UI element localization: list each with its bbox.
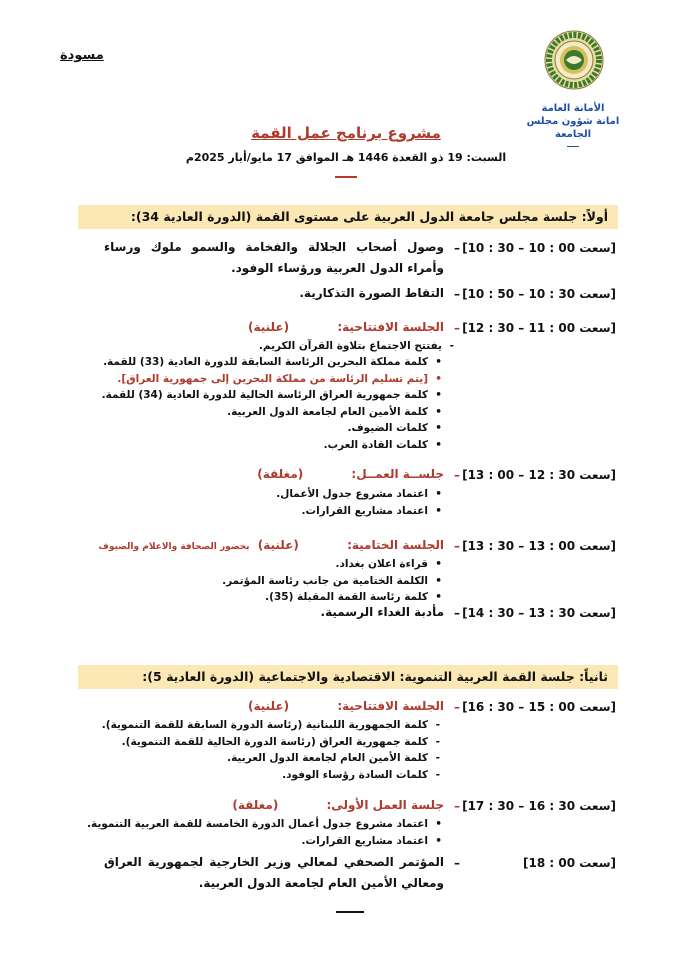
session-name: الجلسة الافتتاحية:	[337, 320, 444, 334]
list-item: • اعتماد مشاريع القرارات.	[87, 833, 442, 850]
session-badge: (علنية)	[248, 320, 290, 334]
org-divider	[567, 146, 579, 147]
list-item: • الكلمة الختامية من جانب رئاسة المؤتمر.	[222, 573, 442, 590]
session-name: جلسة العمل الأولى:	[326, 798, 444, 812]
session-work-2	[232, 798, 444, 812]
press-conference-text: المؤتمر الصحفي لمعالي وزير الخارجية لجمهورية العراق ومعالي الأمين العام لجامعة الدول العربية.	[104, 855, 444, 890]
opening-intro-list	[259, 338, 456, 355]
time-slot: [سعت 00 : 10 – 30 : 10]	[462, 241, 616, 255]
page-title: مشروع برنامج عمل القمة	[251, 124, 441, 142]
dash: –	[454, 539, 460, 553]
list-item: • [يتم تسليم الرئاسة من مملكة البحرين إلى جمهورية العراق].	[102, 371, 442, 388]
list-item: • اعتماد مشاريع القرارات.	[276, 503, 442, 520]
photo-text: التقاط الصورة التذكارية.	[299, 286, 444, 300]
time-slot: [سعت 30 : 10 – 50 : 10]	[462, 287, 616, 301]
session-name: الجلسة الافتتاحية:	[337, 699, 444, 713]
arrival-text: وصول أصحاب الجلالة والفخامة والسمو ملوك ورساء وأمراء الدول العربية ورؤساء الوفود.	[104, 240, 444, 275]
dash: –	[454, 606, 460, 620]
dash: –	[454, 321, 460, 335]
session-name: الجلسة الختامية:	[347, 538, 444, 552]
time-slot: [سعت 00 : 13 – 30 : 13]	[462, 539, 616, 553]
session-badge: (علنية)	[248, 699, 290, 713]
closing-1-list	[222, 556, 442, 606]
list-item: - كلمة الجمهورية اللبنانية (رئاسة الدورة السابقة للقمة التنموية).	[102, 717, 442, 734]
dash: –	[454, 468, 460, 482]
time-slot: [سعت 30 : 16 – 30 : 17]	[462, 799, 616, 813]
list-item: - كلمة جمهورية العراق (رئاسة الدورة الحالية للقمة التنموية).	[102, 734, 442, 751]
list-item: • قراءة اعلان بغداد.	[222, 556, 442, 573]
end-divider	[336, 911, 364, 913]
list-item: • كلمة جمهورية العراق الرئاسة الحالية للدورة العادية (34) للقمة.	[102, 387, 442, 404]
list-item: • كلمات الضيوف.	[102, 420, 442, 437]
opening-2-list	[102, 717, 442, 783]
section-1-header: أولاً: جلسة مجلس جامعة الدول العربية على مستوى القمة (الدورة العادية 34):	[78, 205, 618, 229]
title-divider	[335, 176, 357, 178]
org-line-2: امانة شؤون مجلس الجامعة	[526, 116, 620, 140]
session-name: جلســة العمــل:	[351, 467, 444, 481]
list-item: - يفتتح الاجتماع بتلاوة القرآن الكريم.	[259, 338, 456, 355]
time-slot: [سعت 30 : 13 – 30 : 14]	[462, 606, 616, 620]
list-item: - كلمة الأمين العام لجامعة الدول العربية.	[102, 750, 442, 767]
section-2-header: ثانياً: جلسة القمة العربية التنموية: الاقتصادية والاجتماعية (الدورة العادية 5):	[78, 665, 618, 689]
list-item: • كلمات القادة العرب.	[102, 437, 442, 454]
list-item: • كلمة مملكة البحرين الرئاسة السابقة للدورة العادية (33) للقمة.	[102, 354, 442, 371]
dash: –	[454, 287, 460, 301]
session-opening-1	[248, 320, 444, 334]
time-slot: [سعت 00 : 15 – 30 : 16]	[462, 700, 616, 714]
time-slot: [سعت 30 : 12 – 00 : 13]	[462, 468, 616, 482]
time-slot: [سعت 00 : 11 – 30 : 12]	[462, 321, 616, 335]
session-note: بحضور الصحافة والاعلام والضيوف	[98, 542, 250, 552]
session-badge: (علنية)	[257, 538, 299, 552]
arab-league-emblem-icon	[544, 30, 604, 90]
session-opening-2	[248, 699, 444, 713]
opening-1-list	[102, 354, 442, 453]
list-item: - كلمات السادة رؤساء الوفود.	[102, 767, 442, 784]
time-slot: [سعت 00 : 18]	[523, 856, 616, 870]
session-badge: (مغلقة)	[257, 467, 304, 481]
session-work-1	[257, 467, 444, 481]
draft-label: مسودة	[60, 48, 104, 63]
org-line-1: الأمانة العامة	[541, 103, 605, 114]
work-2-list	[87, 816, 442, 849]
work-1-list	[276, 486, 442, 519]
dash: –	[454, 700, 460, 714]
dash: –	[454, 799, 460, 813]
list-item: • كلمة الأمين العام لجامعة الدول العربية.	[102, 404, 442, 421]
list-item: • اعتماد مشروع جدول أعمال الدورة الخامسة للقمة العربية التنموية.	[87, 816, 442, 833]
list-item: • اعتماد مشروع جدول الأعمال.	[276, 486, 442, 503]
list-item: • كلمة رئاسة القمة المقبلة (35).	[222, 589, 442, 606]
dash: –	[454, 241, 460, 255]
session-badge: (مغلقة)	[232, 798, 279, 812]
dash: –	[454, 856, 460, 870]
date-line: السبت: 19 ذو القعدة 1446 هـ الموافق 17 مايو/أيار 2025م	[185, 151, 507, 164]
lunch-text: مأدبة الغداء الرسمية.	[320, 605, 444, 619]
session-closing-1	[98, 538, 444, 552]
